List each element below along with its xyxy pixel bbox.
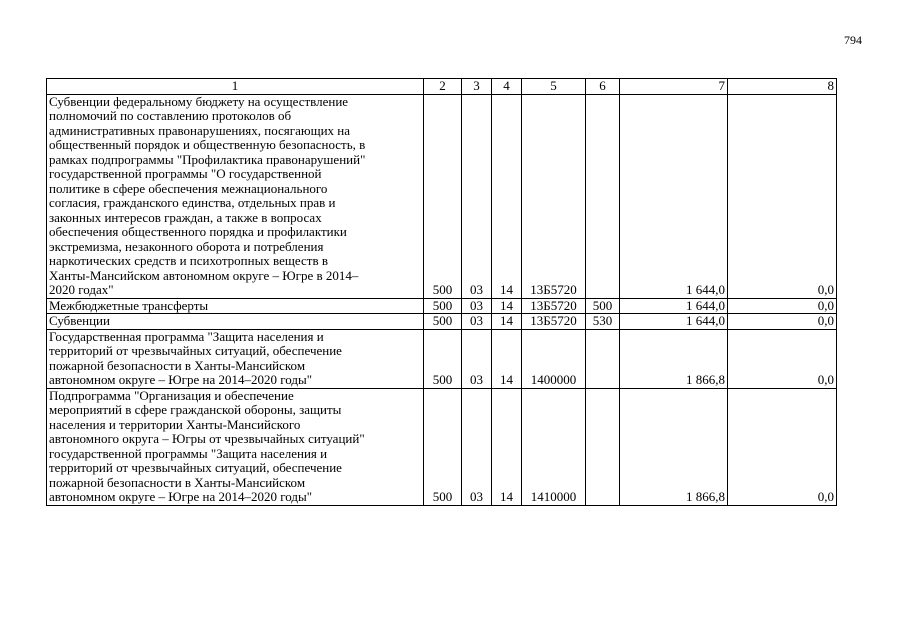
table-row <box>47 94 837 298</box>
row-cell-target: 1400000 <box>522 329 586 388</box>
header-cell-4: 4 <box>492 79 522 95</box>
row-description-text: Межбюджетные трансферты <box>49 298 209 313</box>
row-description-text: Субвенции федеральному бюджету на осуществление полномочий по составлению протоколов об административных правонарушениях, посягающих на общественный порядок и общественную безопасность, в рамках подпрограммы "Профилактика правонарушений" государственной программы "О государственной политике в сфере обеспечения межнационального согласия, гражданского единства, отдельных прав и законных интересов граждан, а также в вопросах обеспечения общественного порядка и профилактики экстремизма, незаконного оборота и потребления наркотических средств и психотропных веществ в Ханты-Мансийском автономном округе – Югре в 2014– 2020 годах" <box>49 94 366 297</box>
header-cell-6: 6 <box>586 79 620 95</box>
row-cell-pr: 14 <box>492 329 522 388</box>
row-cell-amount-2: 0,0 <box>728 314 837 330</box>
row-cell-amount-2: 0,0 <box>728 298 837 314</box>
row-cell-target: 13Б5720 <box>522 314 586 330</box>
row-description-text: Субвенции <box>49 313 110 328</box>
row-cell-pr: 14 <box>492 94 522 298</box>
header-cell-5: 5 <box>522 79 586 95</box>
header-cell-2: 2 <box>424 79 462 95</box>
page-number: 794 <box>844 33 862 47</box>
row-cell-amount: 1 644,0 <box>620 298 728 314</box>
row-cell-rz: 03 <box>462 298 492 314</box>
header-cell-3: 3 <box>462 79 492 95</box>
row-cell-section: 500 <box>424 314 462 330</box>
row-cell-target: 1410000 <box>522 388 586 505</box>
row-cell-type: 500 <box>586 298 620 314</box>
row-cell-pr: 14 <box>492 388 522 505</box>
row-cell-amount: 1 866,8 <box>620 388 728 505</box>
header-cell-8: 8 <box>728 79 837 95</box>
row-cell-type <box>586 329 620 388</box>
row-cell-rz: 03 <box>462 388 492 505</box>
row-cell-pr: 14 <box>492 298 522 314</box>
table-row <box>47 388 837 505</box>
row-cell-target: 13Б5720 <box>522 298 586 314</box>
row-cell-rz: 03 <box>462 329 492 388</box>
row-description-text: Подпрограмма "Организация и обеспечение мероприятий в сфере гражданской обороны, защиты населения и территории Ханты-Мансийского автономного округа – Югры от чрезвычайных ситуаций" государственной программы "Защита населения и территорий от чрезвычайных ситуаций, обеспечение пожарной безопасности в Ханты-Мансийском автономном округе – Югре на 2014–2020 годы" <box>49 388 365 504</box>
row-cell-section: 500 <box>424 298 462 314</box>
row-cell-type: 530 <box>586 314 620 330</box>
row-description <box>47 388 424 505</box>
row-cell-amount: 1 866,8 <box>620 329 728 388</box>
header-cell-1: 1 <box>47 79 424 95</box>
row-cell-type <box>586 94 620 298</box>
row-description-text: Государственная программа "Защита населения и территорий от чрезвычайных ситуаций, обеспечение пожарной безопасности в Ханты-Мансийском автономном округе – Югре на 2014–2020 годы" <box>49 329 342 387</box>
table-row <box>47 314 837 330</box>
table-row <box>47 329 837 388</box>
row-cell-section: 500 <box>424 94 462 298</box>
row-cell-amount-2: 0,0 <box>728 388 837 505</box>
header-cell-7: 7 <box>620 79 728 95</box>
row-cell-amount-2: 0,0 <box>728 94 837 298</box>
row-cell-rz: 03 <box>462 314 492 330</box>
row-cell-target: 13Б5720 <box>522 94 586 298</box>
row-cell-section: 500 <box>424 388 462 505</box>
row-cell-amount: 1 644,0 <box>620 314 728 330</box>
row-description <box>47 94 424 298</box>
row-cell-section: 500 <box>424 329 462 388</box>
row-description <box>47 298 424 314</box>
row-description <box>47 314 424 330</box>
row-cell-rz: 03 <box>462 94 492 298</box>
budget-table <box>46 78 837 506</box>
table-row <box>47 298 837 314</box>
table-header-row <box>47 79 837 95</box>
row-description <box>47 329 424 388</box>
row-cell-amount: 1 644,0 <box>620 94 728 298</box>
row-cell-type <box>586 388 620 505</box>
row-cell-amount-2: 0,0 <box>728 329 837 388</box>
row-cell-pr: 14 <box>492 314 522 330</box>
